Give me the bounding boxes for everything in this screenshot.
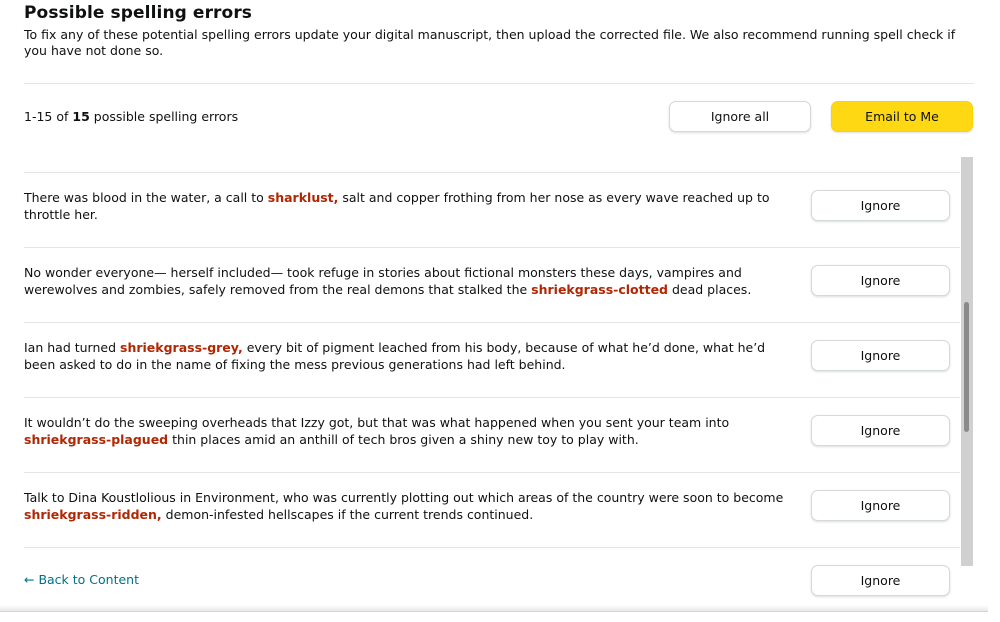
misspelled-word: sharklust, bbox=[267, 190, 339, 205]
row-divider bbox=[24, 547, 960, 548]
count-suffix: possible spelling errors bbox=[93, 109, 239, 124]
context-before: Talk to Dina Koustlolious in Environment, who was currently plotting out which areas of the country were soon to become bbox=[24, 490, 784, 505]
misspelled-word: shriekgrass-grey, bbox=[120, 340, 243, 355]
context-after: thin places amid an anthill of tech bros given a shiny new toy to play with. bbox=[168, 431, 639, 447]
context-after: dead places. bbox=[668, 281, 752, 297]
row-divider bbox=[24, 172, 960, 173]
error-context bbox=[24, 340, 794, 373]
error-row bbox=[24, 472, 960, 547]
ignore-button[interactable]: Ignore bbox=[811, 565, 950, 596]
list-scrollbar[interactable] bbox=[961, 157, 973, 566]
ignore-all-button[interactable]: Ignore all bbox=[669, 101, 811, 132]
error-context bbox=[24, 490, 794, 523]
row-divider bbox=[24, 397, 960, 398]
row-divider bbox=[24, 247, 960, 248]
error-context bbox=[24, 190, 794, 223]
ignore-button[interactable]: Ignore bbox=[811, 265, 950, 296]
page-title: Possible spelling errors bbox=[24, 3, 253, 23]
context-before: There was blood in the water, a call to bbox=[24, 190, 268, 205]
error-context bbox=[24, 415, 794, 448]
email-to-me-button[interactable]: Email to Me bbox=[831, 101, 973, 132]
misspelled-word: shriekgrass-plagued bbox=[24, 431, 169, 447]
context-after: every bit of pigment leached from his body, because of what he’d done, what he’d been asked to do in the name of fixing the mess previous generations had left behind. bbox=[24, 340, 766, 372]
error-row bbox=[24, 397, 960, 472]
count-total: 15 bbox=[72, 109, 90, 124]
context-before: Ian had turned bbox=[24, 340, 120, 355]
page-description: To fix any of these potential spelling errors update your digital manuscript, then upload the corrected file. We also recommend running spell check if you have not done so. bbox=[24, 27, 956, 58]
ignore-button[interactable]: Ignore bbox=[811, 490, 950, 521]
ignore-button[interactable]: Ignore bbox=[811, 415, 950, 446]
error-row bbox=[24, 322, 960, 397]
error-row bbox=[24, 247, 960, 322]
context-after: demon-infested hellscapes if the current trends continued. bbox=[161, 506, 534, 522]
count-range: 1-15 bbox=[24, 109, 53, 124]
error-count-summary bbox=[24, 109, 238, 124]
error-row bbox=[24, 172, 960, 247]
misspelled-word: shriekgrass-ridden, bbox=[24, 506, 162, 522]
context-after: salt and copper frothing from her nose as every wave reached up to throttle her. bbox=[24, 190, 770, 222]
ignore-button[interactable]: Ignore bbox=[811, 340, 950, 371]
page-bottom-edge bbox=[0, 605, 988, 612]
header-divider bbox=[24, 83, 974, 84]
ignore-button[interactable]: Ignore bbox=[811, 190, 950, 221]
context-before: No wonder everyone— herself included— took refuge in stories about fictional monsters these days, vampires and werewolves and zombies, safely removed from the real demons that stalked the bbox=[24, 265, 742, 297]
row-divider bbox=[24, 472, 960, 473]
misspelled-word: shriekgrass-clotted bbox=[531, 281, 669, 297]
context-before: It wouldn’t do the sweeping overheads that Izzy got, but that was what happened when you sent your team into bbox=[24, 415, 730, 430]
row-divider bbox=[24, 322, 960, 323]
count-of: of bbox=[56, 109, 69, 124]
back-to-content-link[interactable]: ← Back to Content bbox=[24, 572, 140, 587]
error-context bbox=[24, 265, 794, 298]
scrollbar-thumb[interactable] bbox=[964, 302, 969, 432]
